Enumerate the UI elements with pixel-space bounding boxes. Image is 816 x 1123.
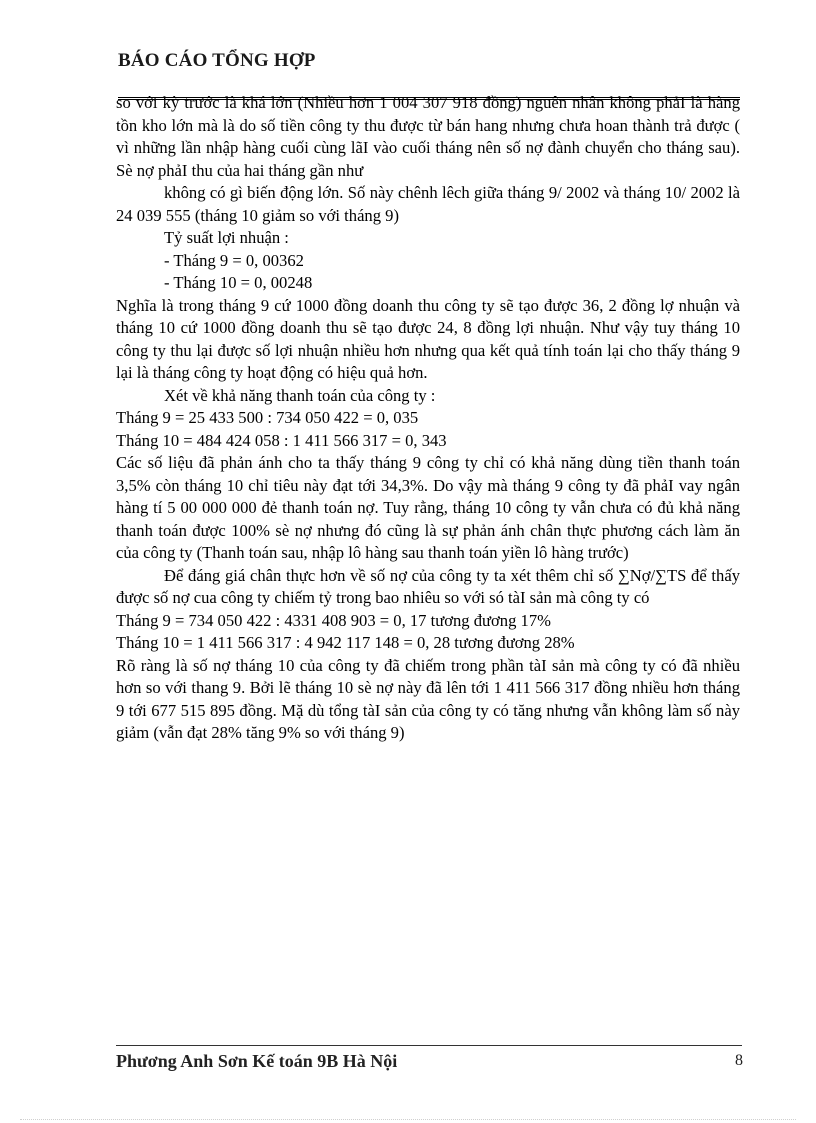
- formula-line: Tháng 9 = 734 050 422 : 4331 408 903 = 0, 17 tương đương 17%: [116, 610, 551, 630]
- paragraph: so với kỳ trước là khá lớn (Nhiều hơn 1 004 307 918 đồng) nguên nhân không phảI là hàng tồn kho lớn mà là do số tiền công ty thu được từ bán hang nhưng chưa hoan thành trả được ( vì những lần nhập hàng cuối cùng lãI vào cuối tháng nên số nợ đành chuyển cho tháng sau). Sè nợ phảI thu của hai tháng gần như: [116, 93, 740, 180]
- footer-author: Phương Anh Sơn Kế toán 9B Hà Nội: [116, 1051, 398, 1071]
- paragraph: Các số liệu đã phản ánh cho ta thấy tháng 9 công ty chỉ có khả năng dùng tiền thanh toán 3,5% còn tháng 10 chỉ tiêu này đạt tới 34,3%. Do vậy mà tháng 9 công ty đã phảI vay ngân hàng tí 5 00 000 000 đẻ thanh toán nợ. Tuy rằng, tháng 10 công ty vẫn chưa có đủ khả năng thanh toán được 100% sè nợ nhưng đó cũng là sự phản ánh chân thực phương cách làm ăn của công ty (Thanh toán sau, nhập lô hàng sau thanh toán yiền lô hàng trước): [116, 453, 740, 562]
- list-item: - Tháng 10 = 0, 00248: [164, 273, 313, 292]
- formula-line: Tháng 10 = 1 411 566 317 : 4 942 117 148 = 0, 28 tương đương 28%: [116, 633, 575, 652]
- paragraph: không có gì biến động lớn. Số này chênh lêch giữa tháng 9/ 2002 và tháng 10/ 2002 là 24 039 555 (tháng 10 giảm so với tháng 9): [116, 183, 740, 225]
- paragraph: Để đáng giá chân thực hơn về số nợ của công ty ta xét thêm chỉ số ∑Nợ/∑TS để thấy được số nợ cua công ty chiếm tỷ trong bao nhiêu so với só tàI sản mà công ty có: [116, 565, 740, 607]
- paragraph: Tỷ suất lợi nhuận :: [164, 228, 289, 247]
- paragraph: Nghĩa là trong tháng 9 cứ 1000 đồng doanh thu công ty sẽ tạo được 36, 2 đồng lợ nhuận và tháng 10 cứ 1000 đồng doanh thu sẽ tạo được 24, 8 đồng lợi nhuận. Như vậy tuy tháng 10 công ty thu lại được số lợi nhuận nhiều hơn nhưng qua kết quả tính toán lại cho thấy tháng 9 lại là tháng công ty hoạt động có hiệu quả hơn.: [116, 295, 740, 382]
- body-text: [116, 92, 740, 745]
- page-number: 8: [735, 1052, 743, 1069]
- page-edge-divider: [20, 1119, 796, 1120]
- formula-line: Tháng 10 = 484 424 058 : 1 411 566 317 = 0, 343: [116, 430, 447, 450]
- list-item: - Tháng 9 = 0, 00362: [164, 250, 304, 270]
- formula-line: Tháng 9 = 25 433 500 : 734 050 422 = 0, 035: [116, 408, 419, 427]
- paragraph: Xét về khả năng thanh toán của công ty :: [164, 385, 436, 405]
- header-title: BÁO CÁO TỔNG HỢP: [118, 50, 316, 71]
- paragraph: Rõ ràng là số nợ tháng 10 của công ty đã chiếm trong phần tàI sản mà công ty có đã nhiều hơn so với thang 9. Bởi lẽ tháng 10 sè nợ này đã lên tới 1 411 566 317 đồng nhiều hơn tháng 9 tới 677 515 895 đồng. Mặ dù tổng tàI sản của công ty có tăng nhưng vẫn không làm số này giảm (vẫn đạt 28% tăng 9% so với tháng 9): [116, 655, 740, 742]
- footer-rule: [116, 1045, 742, 1046]
